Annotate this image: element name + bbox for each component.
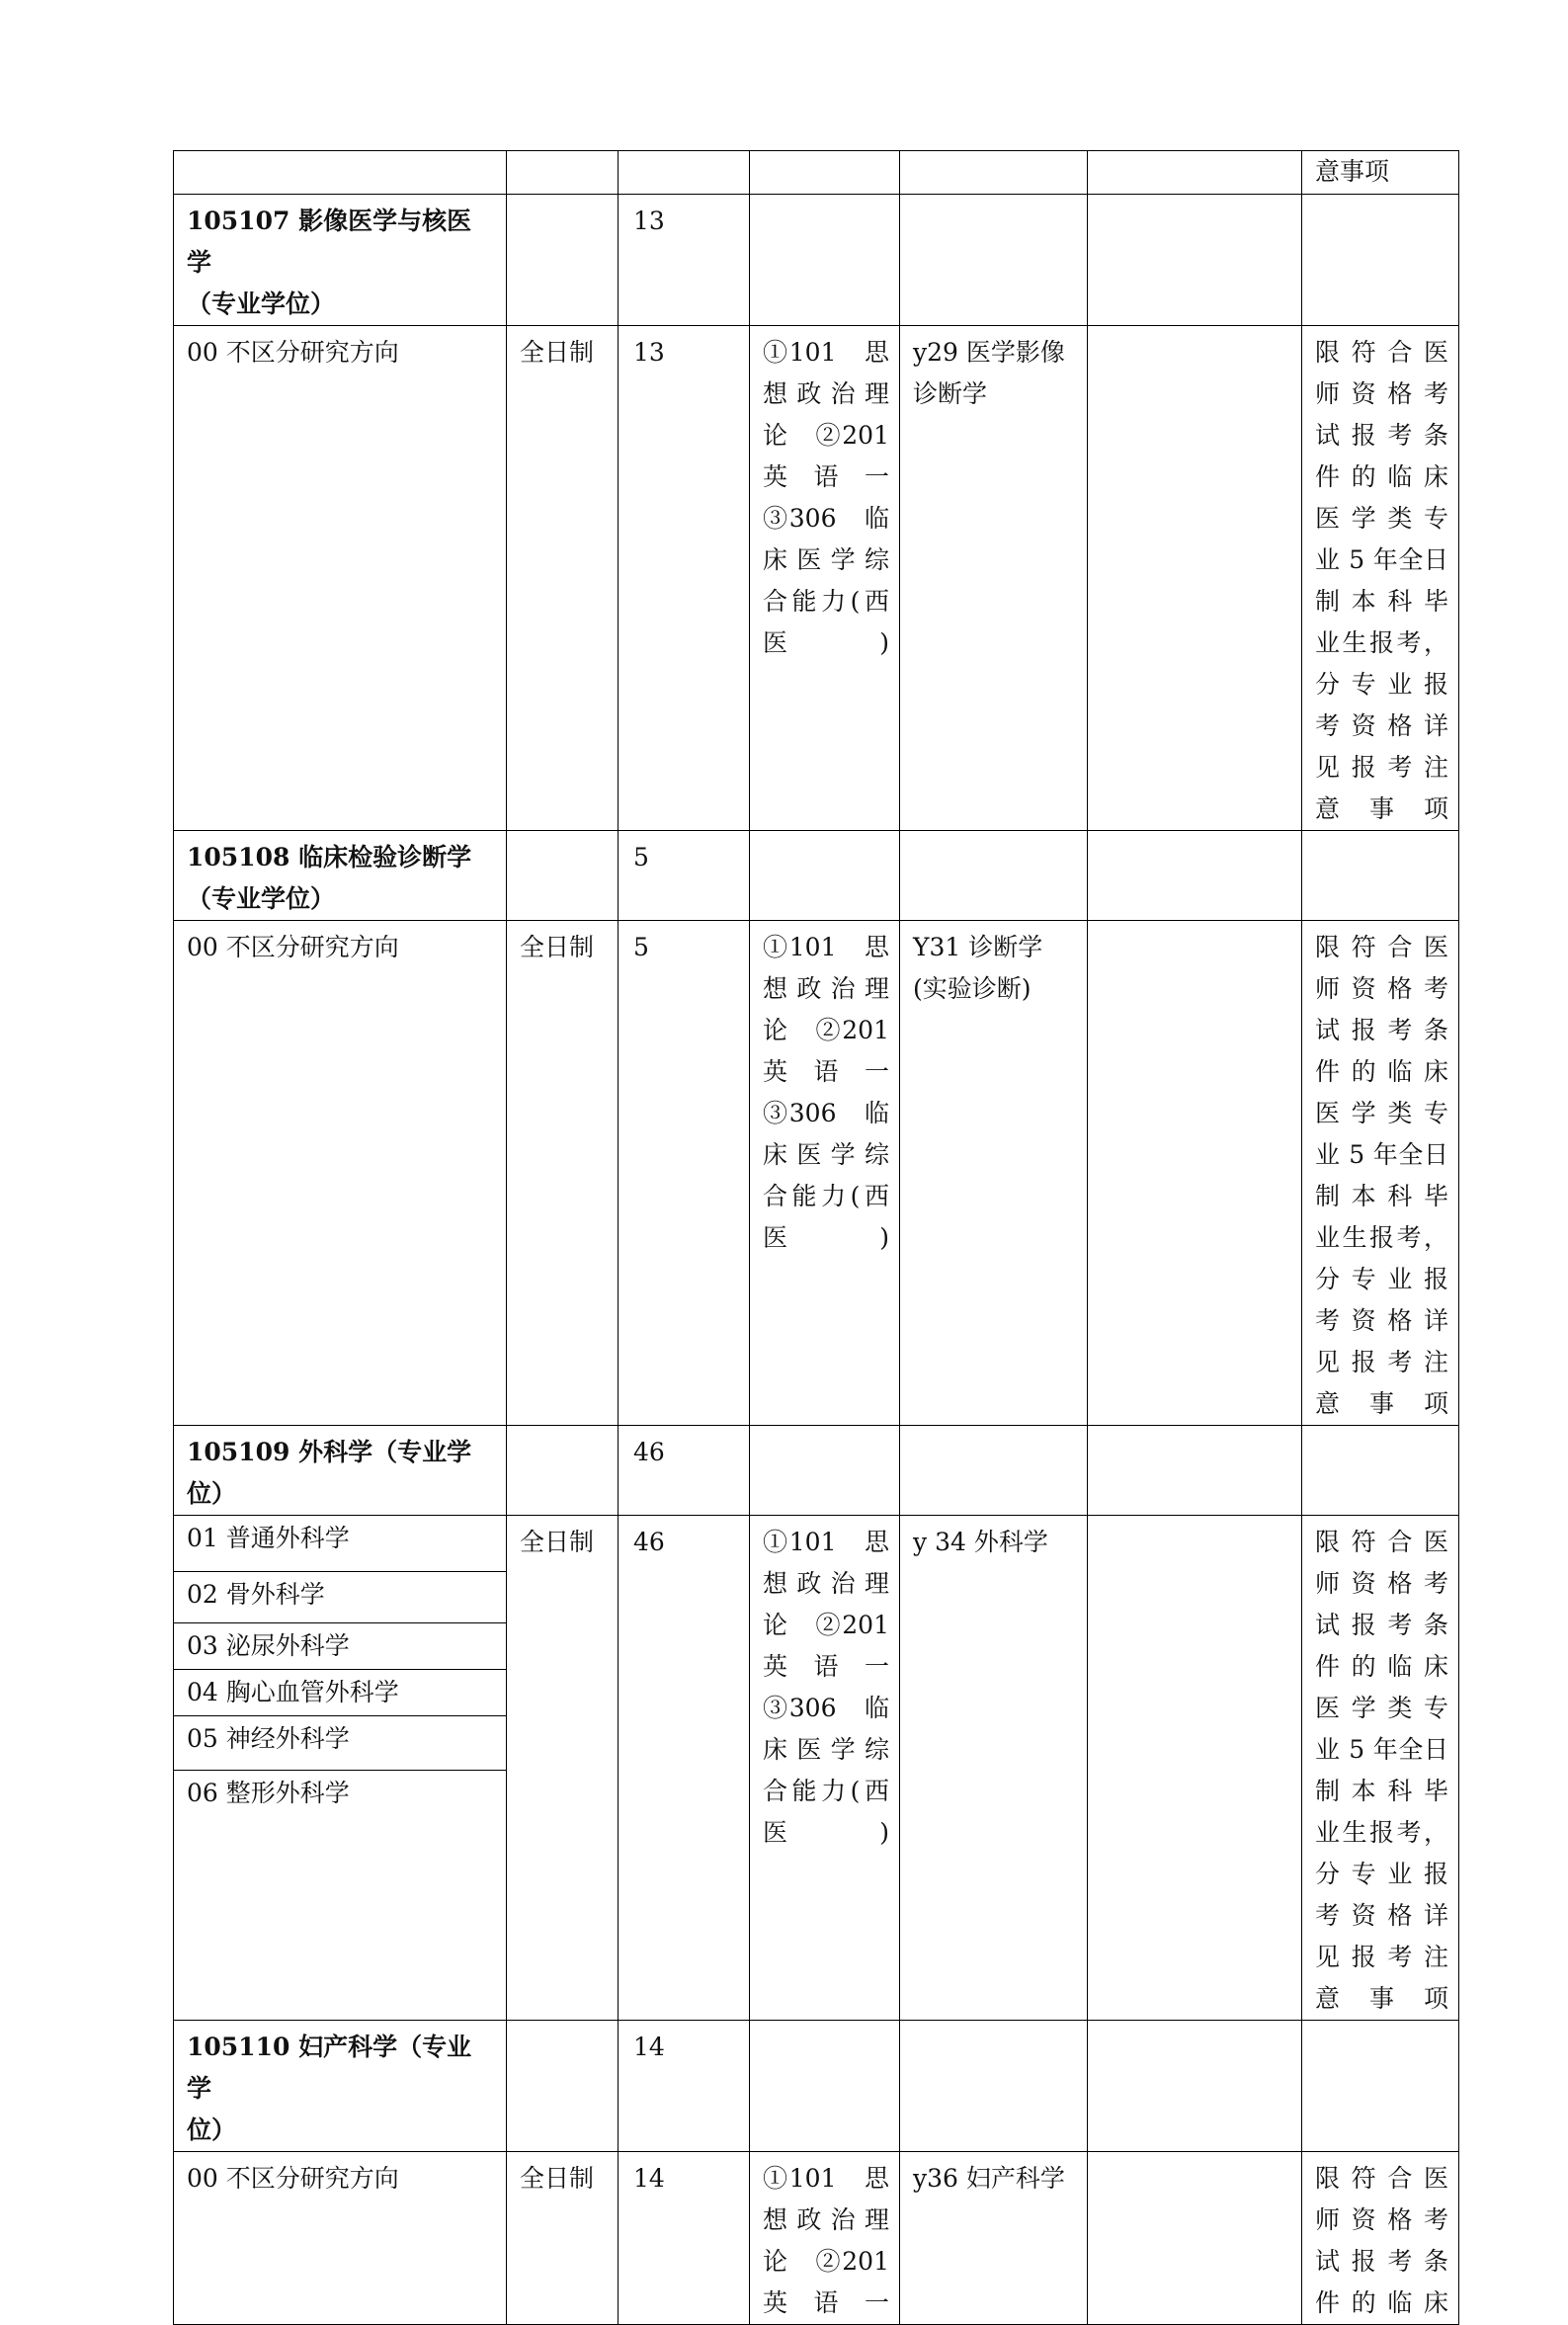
research-directions	[174, 1516, 507, 2021]
major-quota: 5	[619, 831, 750, 921]
remark-line: 限符合医	[1315, 338, 1448, 367]
remarks	[1302, 326, 1459, 831]
enrollment-quota: 14	[619, 2152, 750, 2325]
major-title-line: （专业学位）	[187, 290, 336, 318]
exam-subject-line: 英 语 一	[763, 1652, 889, 1681]
major-quota: 13	[619, 195, 750, 326]
cell-empty	[1302, 1426, 1459, 1516]
remark-line: 制本科毕	[1315, 1182, 1448, 1210]
retest-subject-line: 诊断学	[913, 379, 988, 408]
remark-line: 见报考注	[1315, 1943, 1448, 1971]
major-detail-row	[174, 921, 1459, 1426]
exam-subject-line: ①101 思	[763, 1528, 889, 1556]
research-directions	[174, 921, 507, 1426]
retest-subject-line: y29 医学影像	[913, 338, 1065, 367]
exam-subject-line: 想政治理	[763, 2205, 889, 2234]
cell-empty	[900, 831, 1088, 921]
major-title-line: 105110 妇产科学（专业学	[187, 2033, 472, 2103]
research-directions	[174, 2152, 507, 2325]
remark-line: 考资格详	[1315, 1901, 1448, 1930]
remark-line: 师资格考	[1315, 2205, 1448, 2234]
remark-line: 业 5 年全日	[1315, 1140, 1448, 1169]
remark-line: 限符合医	[1315, 933, 1448, 961]
remark-line: 医学类专	[1315, 1099, 1448, 1127]
remark-line: 考资格详	[1315, 711, 1448, 740]
exam-subjects	[750, 326, 900, 831]
cell-empty	[750, 195, 900, 326]
exam-subject-line: 床医学综	[763, 1735, 889, 1764]
exam-subject-line: ③306 临	[763, 504, 889, 533]
cell-empty	[900, 2021, 1088, 2152]
exam-subject-line: ①101 思	[763, 933, 889, 961]
exam-subject-line: 想政治理	[763, 379, 889, 408]
cell-empty	[507, 2021, 619, 2152]
cell-empty	[750, 151, 900, 195]
exam-subject-line: ③306 临	[763, 1099, 889, 1127]
research-directions	[174, 326, 507, 831]
research-direction-item: 01 普通外科学	[174, 1516, 506, 1572]
major-title-line: 105109 外科学（专业学位）	[187, 1438, 472, 1508]
remark-line: 限符合医	[1315, 2164, 1448, 2193]
exam-subject-line: 想政治理	[763, 1569, 889, 1598]
major-header-row	[174, 831, 1459, 921]
exam-subject-line: 合能力(西	[763, 1182, 889, 1210]
study-mode: 全日制	[507, 2152, 619, 2325]
exam-subject-line: 英 语 一	[763, 1057, 889, 1086]
major-title-line: 位）	[187, 2116, 237, 2144]
cell-empty	[507, 1426, 619, 1516]
research-direction-item: 00 不区分研究方向	[187, 2164, 399, 2193]
major-header-row	[174, 2021, 1459, 2152]
exam-subject-line: 合能力(西	[763, 587, 889, 616]
cell-empty	[507, 195, 619, 326]
research-direction-item: 05 神经外科学	[174, 1716, 506, 1771]
retest-subject	[900, 1516, 1088, 2021]
retest-subject	[900, 921, 1088, 1426]
remarks	[1302, 2152, 1459, 2325]
remark-line: 见报考注	[1315, 1348, 1448, 1376]
major-title	[174, 1426, 507, 1516]
exam-subjects	[750, 921, 900, 1426]
cell-empty	[750, 1426, 900, 1516]
remark-line: 意事项	[1315, 1389, 1448, 1418]
cell-empty	[507, 151, 619, 195]
research-direction-item: 03 泌尿外科学	[174, 1623, 506, 1670]
cell-empty	[1088, 195, 1302, 326]
remark-line: 件的临床	[1315, 462, 1448, 491]
exam-subject-line: ①101 思	[763, 338, 889, 367]
remark-line: 限符合医	[1315, 1528, 1448, 1556]
cell-empty	[1302, 195, 1459, 326]
exam-subject-line: 床医学综	[763, 1140, 889, 1169]
study-mode: 全日制	[507, 1516, 619, 2021]
exam-subject-line: 想政治理	[763, 974, 889, 1003]
continuation-row	[174, 151, 1459, 195]
cell-empty	[1088, 1426, 1302, 1516]
study-mode: 全日制	[507, 326, 619, 831]
study-mode: 全日制	[507, 921, 619, 1426]
cell-empty	[900, 1426, 1088, 1516]
retest-subject-line: y 34 外科学	[913, 1528, 1048, 1556]
remark-line: 师资格考	[1315, 974, 1448, 1003]
remark-line: 试报考条	[1315, 2247, 1448, 2276]
exam-subjects	[750, 2152, 900, 2325]
major-title	[174, 831, 507, 921]
exam-subject-line: 合能力(西	[763, 1777, 889, 1805]
major-header-row	[174, 195, 1459, 326]
supplement	[1088, 1516, 1302, 2021]
exam-subject-line: 英 语 一	[763, 462, 889, 491]
remark-line: 见报考注	[1315, 753, 1448, 782]
remark-line: 件的临床	[1315, 2288, 1448, 2317]
cell-empty	[900, 195, 1088, 326]
remark-line: 试报考条	[1315, 1016, 1448, 1044]
remark-line: 医学类专	[1315, 504, 1448, 533]
major-title-line: 105108 临床检验诊断学	[187, 843, 472, 872]
research-direction-item: 06 整形外科学	[187, 1779, 350, 1807]
enrollment-quota: 5	[619, 921, 750, 1426]
remarks	[1302, 1516, 1459, 2021]
major-detail-row	[174, 326, 1459, 831]
research-direction-item: 00 不区分研究方向	[187, 338, 399, 367]
research-direction-item: 00 不区分研究方向	[187, 933, 399, 961]
major-detail-row	[174, 2152, 1459, 2325]
remark-line: 师资格考	[1315, 1569, 1448, 1598]
cell-empty	[619, 151, 750, 195]
enrollment-quota: 46	[619, 1516, 750, 2021]
cell-empty	[174, 151, 507, 195]
exam-subject-line: ③306 临	[763, 1694, 889, 1722]
major-quota: 46	[619, 1426, 750, 1516]
cell-empty	[1088, 831, 1302, 921]
exam-subject-line: 医)	[763, 1818, 889, 1847]
major-header-row	[174, 1426, 1459, 1516]
remarks	[1302, 921, 1459, 1426]
remark-line: 件的临床	[1315, 1057, 1448, 1086]
major-title-line: 105107 影像医学与核医学	[187, 207, 472, 277]
retest-subject-line: (实验诊断)	[913, 974, 1032, 1003]
retest-subject	[900, 2152, 1088, 2325]
enrollment-quota: 13	[619, 326, 750, 831]
remark-line: 分专业报	[1315, 1265, 1448, 1293]
catalog-table	[173, 150, 1459, 2325]
exam-subject-line: ①101 思	[763, 2164, 889, 2193]
cell-empty	[750, 2021, 900, 2152]
remark-line: 业生报考，	[1315, 1818, 1448, 1847]
remark-line: 制本科毕	[1315, 1777, 1448, 1805]
cell-empty	[900, 151, 1088, 195]
exam-subjects	[750, 1516, 900, 2021]
supplement	[1088, 921, 1302, 1426]
remark-line: 考资格详	[1315, 1306, 1448, 1335]
major-title	[174, 195, 507, 326]
remark-line: 试报考条	[1315, 1611, 1448, 1639]
retest-subject-line: Y31 诊断学	[913, 933, 1043, 961]
remark-line: 师资格考	[1315, 379, 1448, 408]
retest-subject-line: y36 妇产科学	[913, 2164, 1065, 2193]
cell-empty	[1088, 151, 1302, 195]
remark-tail: 意事项	[1302, 151, 1459, 195]
retest-subject	[900, 326, 1088, 831]
exam-subject-line: 医)	[763, 628, 889, 657]
remark-line: 制本科毕	[1315, 587, 1448, 616]
remark-line: 业生报考，	[1315, 1223, 1448, 1252]
cell-empty	[1302, 831, 1459, 921]
exam-subject-line: 论 ②201	[763, 1016, 889, 1044]
catalog-body	[174, 151, 1459, 2325]
remark-line: 件的临床	[1315, 1652, 1448, 1681]
exam-subject-line: 论 ②201	[763, 421, 889, 450]
cell-empty	[750, 831, 900, 921]
cell-empty	[1088, 2021, 1302, 2152]
remark-line: 试报考条	[1315, 421, 1448, 450]
major-title-line: （专业学位）	[187, 884, 336, 913]
exam-subject-line: 论 ②201	[763, 2247, 889, 2276]
research-direction-item: 04 胸心血管外科学	[174, 1670, 506, 1716]
remark-line: 业 5 年全日	[1315, 1735, 1448, 1764]
major-title	[174, 2021, 507, 2152]
remark-line: 业 5 年全日	[1315, 545, 1448, 574]
exam-subject-line: 床医学综	[763, 545, 889, 574]
research-direction-item: 02 骨外科学	[174, 1572, 506, 1623]
exam-subject-line: 论 ②201	[763, 1611, 889, 1639]
remark-line: 分专业报	[1315, 1860, 1448, 1888]
supplement	[1088, 326, 1302, 831]
remark-line: 业生报考，	[1315, 628, 1448, 657]
exam-subject-line: 英 语 一	[763, 2288, 889, 2317]
supplement	[1088, 2152, 1302, 2325]
major-quota: 14	[619, 2021, 750, 2152]
exam-subject-line: 医)	[763, 1223, 889, 1252]
cell-empty	[1302, 2021, 1459, 2152]
remark-line: 意事项	[1315, 794, 1448, 823]
remark-line: 医学类专	[1315, 1694, 1448, 1722]
major-detail-row	[174, 1516, 1459, 2021]
remark-line: 意事项	[1315, 1984, 1448, 2013]
remark-line: 分专业报	[1315, 670, 1448, 699]
cell-empty	[507, 831, 619, 921]
